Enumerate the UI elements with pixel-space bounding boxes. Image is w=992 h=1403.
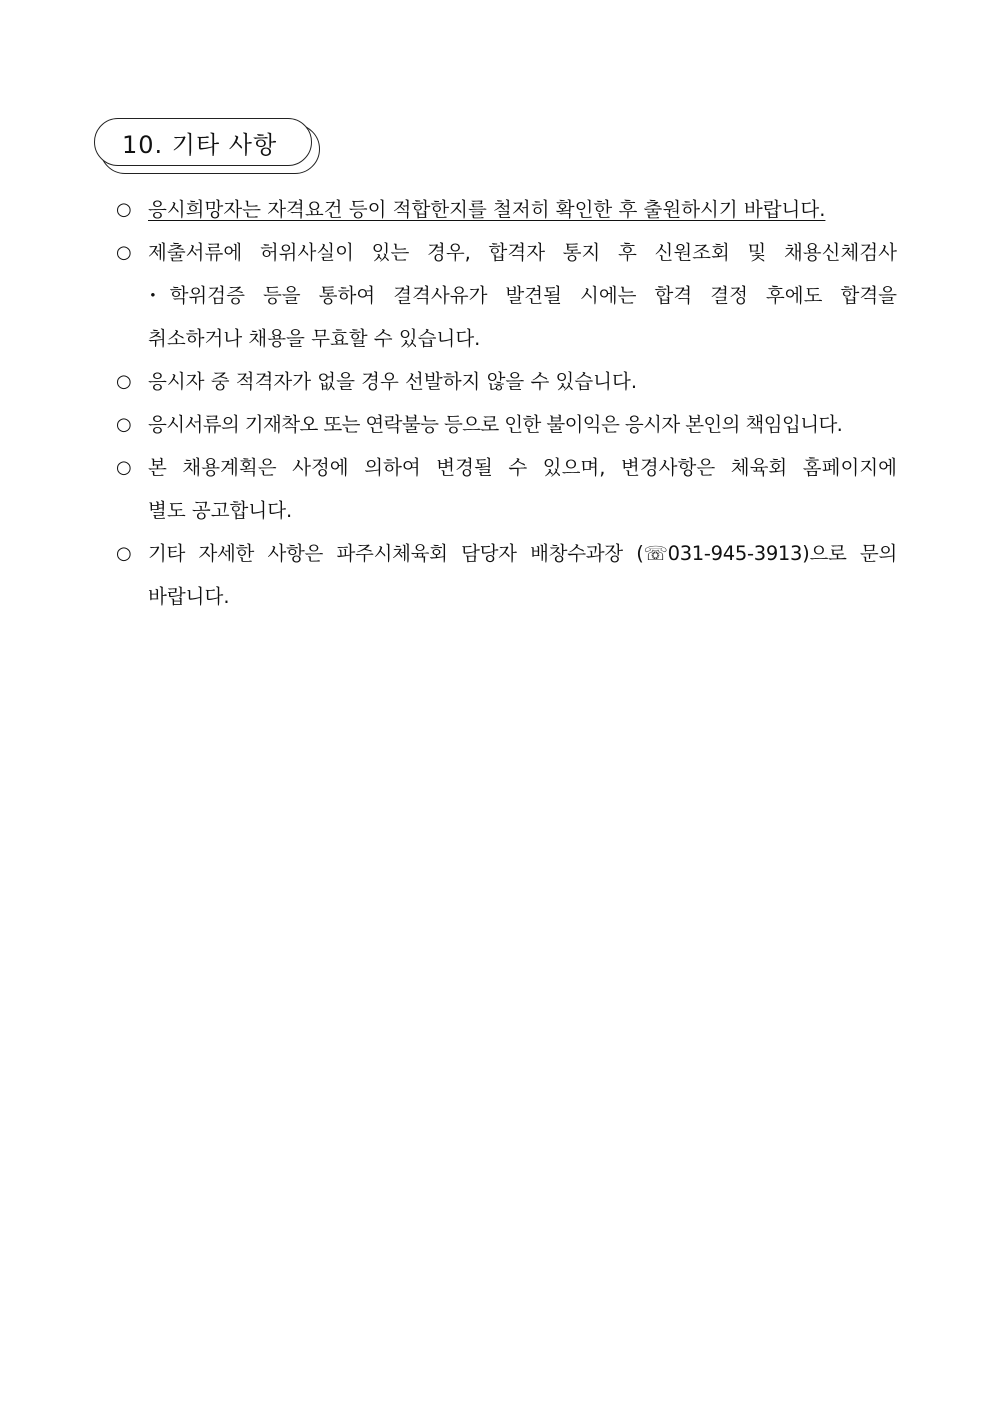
circle-bullet-icon: ○	[116, 199, 132, 220]
item-line: 바랍니다.	[148, 585, 230, 608]
list-item	[112, 532, 897, 618]
circle-bullet-icon: ○	[116, 371, 132, 392]
section-heading	[94, 118, 318, 168]
item-line: 취소하거나 채용을 무효할 수 있습니다.	[148, 327, 481, 350]
list-item	[112, 231, 897, 360]
item-line: ･학위검증 등을 통하여 결격사유가 발견될 시에는 합격 결정 후에도 합격을	[148, 284, 897, 307]
section-heading-box	[94, 118, 312, 166]
item-line: 본 채용계획은 사정에 의하여 변경될 수 있으며, 변경사항은 체육회 홈페이지에	[148, 456, 897, 479]
circle-bullet-icon: ○	[116, 543, 132, 564]
circle-bullet-icon: ○	[116, 242, 132, 263]
item-line: 응시자 중 적격자가 없을 경우 선발하지 않을 수 있습니다.	[148, 370, 638, 393]
list-item	[112, 360, 897, 403]
item-line: 응시희망자는 자격요건 등이 적합한지를 철저히 확인한 후 출원하시기 바랍니다.	[148, 198, 826, 221]
item-line: 응시서류의 기재착오 또는 연락불능 등으로 인한 불이익은 응시자 본인의 책임입니다.	[148, 413, 843, 436]
item-line: 기타 자세한 사항은 파주시체육회 담당자 배창수과장 (☏031-945-3913)으로 문의	[148, 542, 897, 565]
section-heading-text: 10. 기타 사항	[122, 130, 278, 159]
circle-bullet-icon: ○	[116, 414, 132, 435]
notice-list	[112, 188, 897, 618]
list-item	[112, 403, 897, 446]
item-line: 별도 공고합니다.	[148, 499, 293, 522]
list-item	[112, 446, 897, 532]
item-line: 제출서류에 허위사실이 있는 경우, 합격자 통지 후 신원조회 및 채용신체검사	[148, 241, 897, 264]
circle-bullet-icon: ○	[116, 457, 132, 478]
list-item	[112, 188, 897, 231]
